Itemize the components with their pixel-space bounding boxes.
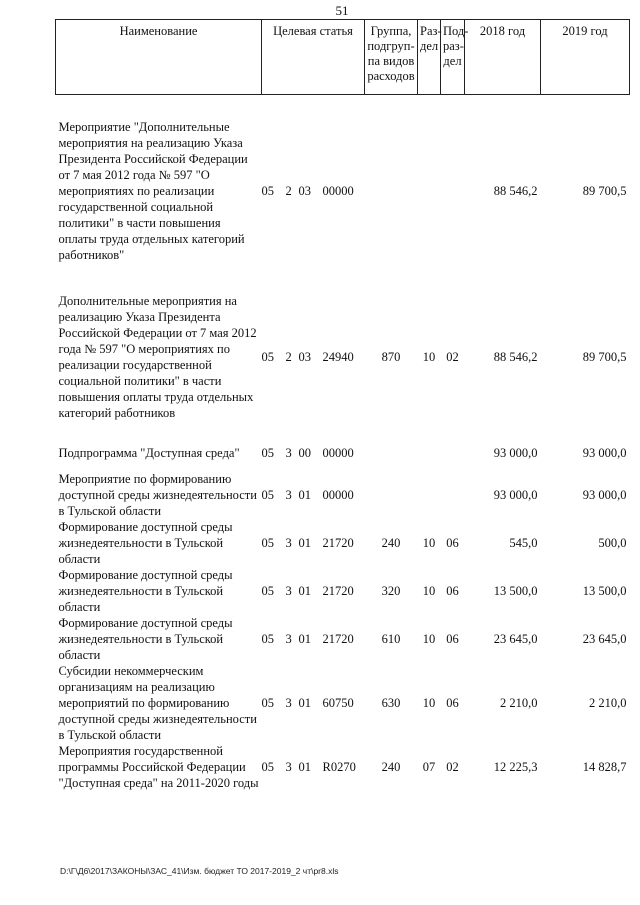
row-section (418, 471, 441, 519)
spacer-row (56, 461, 630, 471)
row-value-2018: 12 225,3 (493, 760, 538, 774)
row-group: 240 (381, 760, 401, 774)
row-section: 10 (422, 696, 436, 710)
header-year-2019: 2019 год (541, 20, 630, 95)
table-row (56, 445, 630, 461)
header-name: Наименование (56, 20, 262, 95)
row-subsection: 02 (446, 350, 459, 364)
row-subsection: 02 (446, 760, 459, 774)
row-value-2019: 89 700,5 (582, 350, 627, 364)
header-group-line: расходов (367, 69, 415, 83)
row-value-2019: 23 645,0 (582, 632, 627, 646)
footer-file-path: D:\Г\Д6\2017\ЗАКОНЫ\ЗАС_41\Изм. бюджет ТО 2017-2019_2 чт\рr8.xls (60, 866, 339, 876)
row-target-code: 05 2 03 00000 (261, 184, 354, 198)
header-group (365, 20, 418, 95)
row-name: Дополнительные мероприятия на реализацию Указа Президента Российской Федерации от 7 мая 2012 года № 597 "О мероприятиях по реализации государственной социальной политики" в части повышения оплаты труда отдельных категорий работников (58, 294, 257, 420)
row-section: 10 (422, 584, 436, 598)
row-value-2019: 93 000,0 (582, 446, 627, 460)
row-group: 630 (381, 696, 401, 710)
header-section-line: дел (420, 39, 439, 53)
header-subsection-line: раз- (443, 39, 464, 53)
row-name: Формирование доступной среды жизнедеятельности в Тульской области (58, 568, 233, 614)
table-row (56, 615, 630, 663)
table-row (56, 519, 630, 567)
row-value-2019: 2 210,0 (589, 696, 627, 710)
row-subsection (441, 471, 465, 519)
page-number: 51 (335, 3, 349, 18)
row-subsection: 06 (446, 696, 459, 710)
row-value-2018: 23 645,0 (493, 632, 538, 646)
spacer-row (56, 95, 630, 120)
row-name: Мероприятие по формированию доступной среды жизнедеятельности в Тульской области (58, 472, 257, 518)
row-value-2018: 93 000,0 (493, 446, 538, 460)
header-section-line: Раз- (420, 24, 442, 38)
row-target-code: 05 3 01 R0270 (261, 760, 356, 774)
header-section (418, 20, 441, 95)
row-value-2019: 13 500,0 (582, 584, 627, 598)
row-group (365, 471, 418, 519)
row-target-code: 05 3 01 60750 (261, 696, 354, 710)
row-target-code: 05 3 01 21720 (261, 584, 354, 598)
row-value-2018: 545,0 (509, 536, 538, 550)
row-section: 10 (422, 536, 436, 550)
row-value-2018: 2 210,0 (500, 696, 538, 710)
row-group: 870 (381, 350, 401, 364)
row-name: Субсидии некоммерческим организациям на реализацию мероприятий по формированию доступной среды жизнедеятельности в Тульской области (58, 664, 257, 742)
table-row (56, 567, 630, 615)
table-row (56, 293, 630, 421)
row-name: Подпрограмма "Доступная среда" (58, 446, 240, 460)
row-subsection: 06 (446, 536, 459, 550)
header-group-line: Группа, (370, 24, 412, 38)
row-target-code: 05 3 00 00000 (261, 446, 354, 460)
row-section: 10 (422, 632, 436, 646)
row-value-2018: 88 546,2 (493, 350, 538, 364)
row-target-code: 05 3 01 00000 (261, 488, 354, 502)
row-name: Формирование доступной среды жизнедеятельности в Тульской области (58, 616, 233, 662)
row-subsection (441, 119, 465, 263)
table-row (56, 743, 630, 791)
row-name: Формирование доступной среды жизнедеятельности в Тульской области (58, 520, 233, 566)
row-value-2019: 89 700,5 (582, 184, 627, 198)
row-target-code: 05 3 01 21720 (261, 536, 354, 550)
row-group: 240 (381, 536, 401, 550)
row-subsection: 06 (446, 584, 459, 598)
row-value-2018: 88 546,2 (493, 184, 538, 198)
row-group: 320 (381, 584, 401, 598)
row-section: 10 (422, 350, 436, 364)
row-group (365, 445, 418, 461)
spacer-row (56, 421, 630, 445)
row-value-2019: 93 000,0 (582, 488, 627, 502)
header-subsection-line: Под- (443, 24, 469, 38)
row-value-2018: 13 500,0 (493, 584, 538, 598)
row-value-2019: 14 828,7 (582, 760, 627, 774)
table-header-row (56, 20, 630, 95)
spacer-row (56, 263, 630, 293)
table-row (56, 663, 630, 743)
table-row (56, 119, 630, 263)
row-target-code: 05 3 01 21720 (261, 632, 354, 646)
row-value-2018: 93 000,0 (493, 488, 538, 502)
row-section: 07 (422, 760, 436, 774)
row-value-2019: 500,0 (598, 536, 627, 550)
row-name: Мероприятия государственной программы Российской Федерации "Доступная среда" на 2011-2020 годы (58, 744, 259, 790)
header-year-2018: 2018 год (465, 20, 541, 95)
row-section (418, 119, 441, 263)
row-subsection (441, 445, 465, 461)
header-target-article: Целевая статья (262, 20, 365, 95)
row-target-code: 05 2 03 24940 (261, 350, 354, 364)
row-group: 610 (381, 632, 401, 646)
header-group-line: па видов (367, 54, 415, 68)
header-group-line: подгруп- (367, 39, 415, 53)
header-subsection (441, 20, 469, 95)
row-section (418, 445, 441, 461)
row-name: Мероприятие "Дополнительные мероприятия на реализацию Указа Президента Российской Федерации от 7 мая 2012 года № 597 "О мероприятиях по реализации государственной социальной политики" в части повышения оплаты труда отдельных категорий работников" (58, 120, 248, 262)
header-subsection-line: дел (443, 54, 462, 68)
row-group (365, 119, 418, 263)
budget-table (55, 19, 630, 791)
row-subsection: 06 (446, 632, 459, 646)
table-row (56, 471, 630, 519)
